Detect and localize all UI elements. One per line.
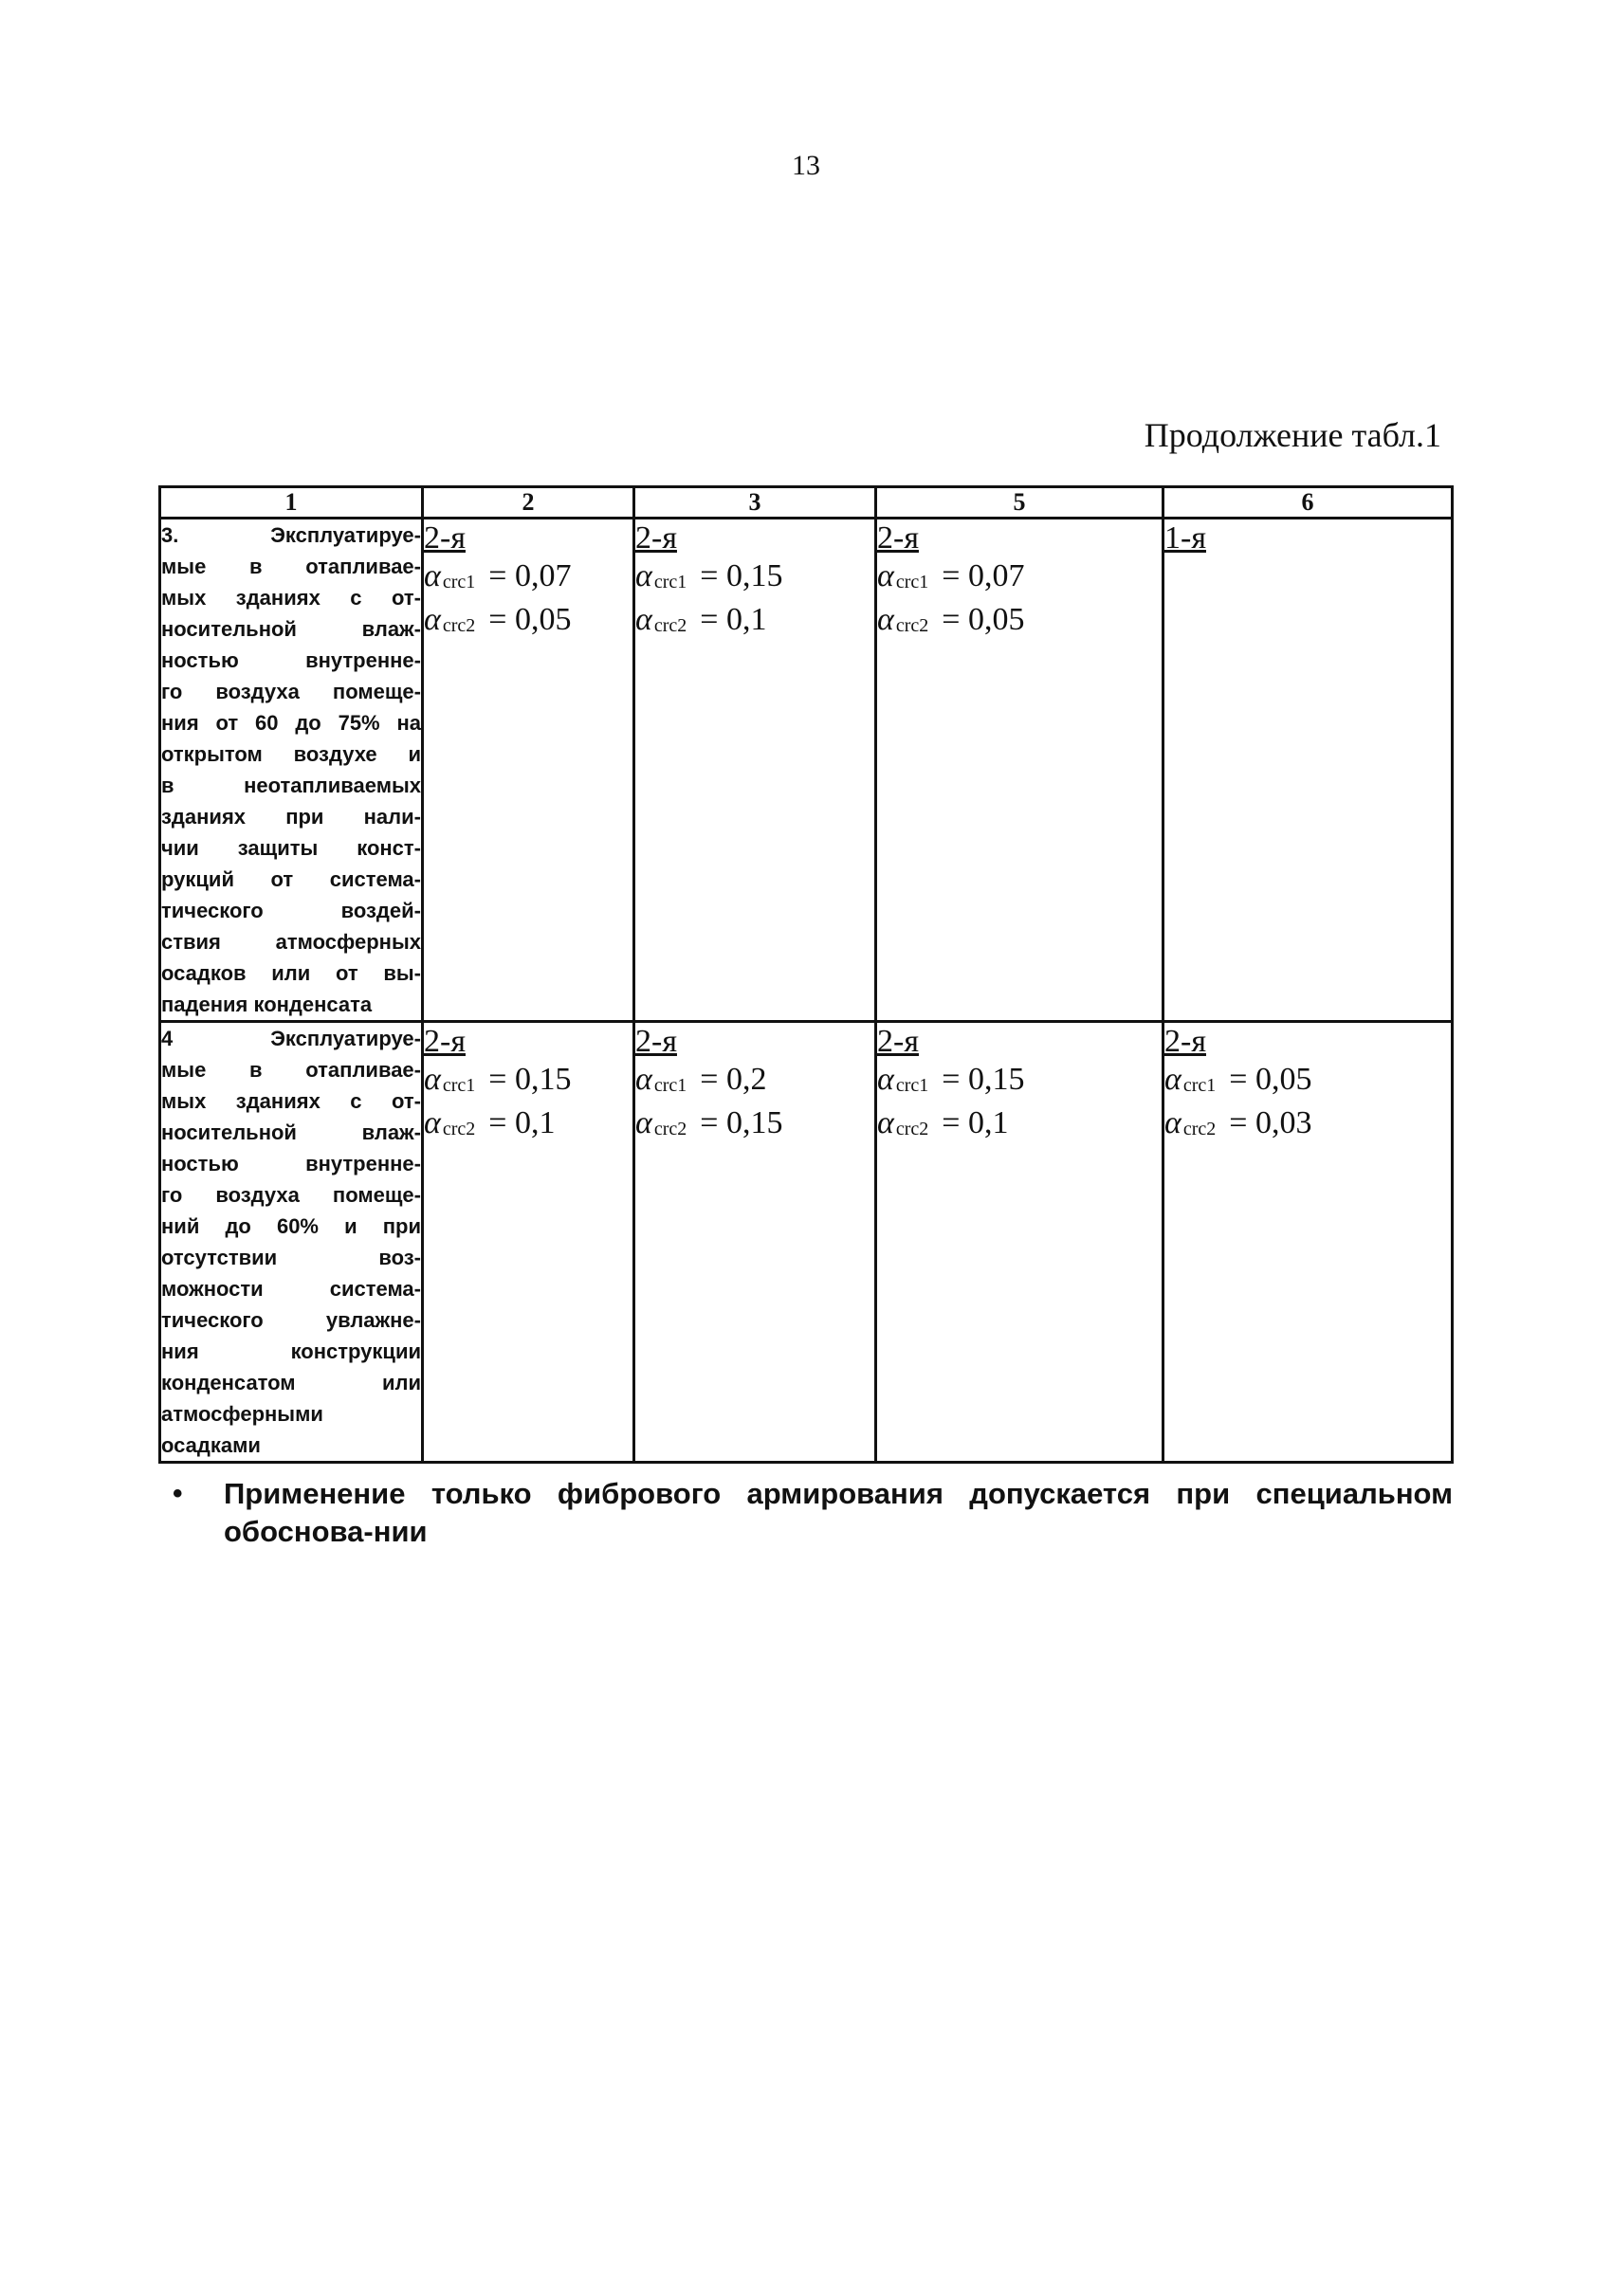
column-header: 5: [876, 487, 1163, 519]
crack-coefficient: [877, 1104, 1162, 1148]
coefficient-value: = 0,07: [942, 558, 1025, 593]
alpha-symbol: α: [635, 602, 652, 637]
coefficient-subscript: crc2: [653, 1119, 687, 1139]
description-line: мые в отапливае-: [161, 555, 421, 578]
crack-coefficient: [877, 1061, 1162, 1104]
description-line: в неотапливаемых: [161, 774, 421, 797]
alpha-symbol: α: [424, 1062, 441, 1097]
crack-coefficient: [424, 1061, 632, 1104]
crack-category: 2-я: [635, 1024, 677, 1059]
description-line: можности система-: [161, 1277, 421, 1301]
alpha-symbol: α: [635, 558, 652, 593]
alpha-symbol: α: [424, 1105, 441, 1140]
alpha-symbol: α: [424, 558, 441, 593]
crack-category: 2-я: [877, 1024, 919, 1059]
crack-coefficient: [424, 601, 632, 645]
coefficient-subscript: crc1: [442, 1075, 476, 1096]
alpha-symbol: α: [635, 1105, 652, 1140]
description-line: мых зданиях с от-: [161, 1089, 421, 1113]
crack-coefficient: [877, 557, 1162, 601]
coefficient-value: = 0,1: [700, 602, 767, 637]
description-line: открытом воздухе и: [161, 742, 421, 766]
alpha-symbol: α: [1164, 1105, 1182, 1140]
description-line: чии защиты конст-: [161, 836, 421, 860]
column-header: 1: [160, 487, 423, 519]
description-line: ний до 60% и при: [161, 1214, 421, 1238]
column-header: 3: [634, 487, 876, 519]
coefficient-subscript: crc1: [653, 572, 687, 592]
description-line: осадков или от вы-: [161, 961, 421, 985]
crack-coefficient: [635, 601, 874, 645]
description-line: носительной влаж-: [161, 617, 421, 641]
description-line: 3. Эксплуатируе-: [161, 523, 421, 547]
crack-category-cell: [876, 519, 1163, 1022]
crack-category: 2-я: [1164, 1024, 1206, 1059]
description-line: ностью внутренне-: [161, 648, 421, 672]
description-line: тического воздей-: [161, 899, 421, 922]
coefficient-value: = 0,1: [488, 1105, 556, 1140]
description-line: рукций от система-: [161, 867, 421, 891]
crack-coefficient: [877, 601, 1162, 645]
crack-category: 2-я: [877, 520, 919, 556]
description-line: атмосферными: [161, 1402, 323, 1426]
description-line: зданиях при нали-: [161, 805, 421, 829]
coefficient-subscript: crc1: [442, 572, 476, 592]
description-line: го воздуха помеще-: [161, 680, 421, 703]
coefficient-subscript: crc1: [653, 1075, 687, 1096]
crack-category-cell: [1163, 519, 1453, 1022]
description-line: мые в отапливае-: [161, 1058, 421, 1082]
crack-coefficient: [1164, 1061, 1451, 1104]
description-line: отсутствии воз-: [161, 1246, 421, 1269]
description-line: ния от 60 до 75% на: [161, 711, 421, 735]
coefficient-value: = 0,15: [700, 558, 783, 593]
description-line: ствия атмосферных: [161, 930, 421, 954]
description-line: падения конденсата: [161, 993, 373, 1016]
crack-category-cell: [423, 1022, 634, 1463]
coefficient-subscript: crc1: [1182, 1075, 1217, 1096]
coefficient-value: = 0,05: [1229, 1062, 1312, 1097]
alpha-symbol: α: [877, 558, 894, 593]
table-row: [160, 519, 1453, 1022]
table-continuation-label: Продолжение табл.1: [1144, 416, 1441, 454]
crack-coefficient: [1164, 1104, 1451, 1148]
coefficient-subscript: crc2: [895, 615, 929, 636]
footnote-text: Применение только фибрового армирования допускается при специальном обоснова-нии: [224, 1477, 1453, 1548]
crack-category-cell: [634, 519, 876, 1022]
crack-category-cell: [1163, 1022, 1453, 1463]
coefficient-subscript: crc2: [895, 1119, 929, 1139]
coefficient-subscript: crc2: [442, 1119, 476, 1139]
coefficient-value: = 0,15: [700, 1105, 783, 1140]
alpha-symbol: α: [1164, 1062, 1182, 1097]
description-line: тического увлажне-: [161, 1308, 421, 1332]
crack-category-cell: [876, 1022, 1163, 1463]
crack-category: 2-я: [424, 1024, 466, 1059]
alpha-symbol: α: [877, 602, 894, 637]
crack-coefficient: [424, 1104, 632, 1148]
alpha-symbol: α: [424, 602, 441, 637]
description-line: конденсатом или: [161, 1371, 421, 1394]
coefficient-subscript: crc2: [653, 615, 687, 636]
crack-category: 2-я: [424, 520, 466, 556]
coefficient-subscript: crc2: [1182, 1119, 1217, 1139]
coefficient-value: = 0,05: [942, 602, 1025, 637]
page-number: 13: [792, 150, 820, 181]
coefficient-subscript: crc1: [895, 1075, 929, 1096]
crack-category-cell: [423, 519, 634, 1022]
description-line: мых зданиях с от-: [161, 586, 421, 610]
description-line: го воздуха помеще-: [161, 1183, 421, 1207]
column-header: 2: [423, 487, 634, 519]
table-header-row: [160, 487, 1453, 519]
crack-category: 2-я: [635, 520, 677, 556]
row-description: [160, 519, 423, 1022]
description-line: ностью внутренне-: [161, 1152, 421, 1175]
coefficient-value: = 0,2: [700, 1062, 767, 1097]
table-row: [160, 1022, 1453, 1463]
crack-category-cell: [634, 1022, 876, 1463]
description-line: носительной влаж-: [161, 1121, 421, 1144]
crack-coefficient: [635, 1104, 874, 1148]
bullet-icon: •: [173, 1478, 183, 1509]
coefficient-value: = 0,15: [488, 1062, 572, 1097]
coefficient-subscript: crc1: [895, 572, 929, 592]
coefficient-value: = 0,07: [488, 558, 572, 593]
coefficient-value: = 0,15: [942, 1062, 1025, 1097]
column-header: 6: [1163, 487, 1453, 519]
alpha-symbol: α: [877, 1062, 894, 1097]
description-line: 4 Эксплуатируе-: [161, 1027, 421, 1050]
crack-coefficient: [635, 557, 874, 601]
footnote: [173, 1475, 1453, 1551]
crack-coefficient: [424, 557, 632, 601]
description-line: осадками: [161, 1433, 261, 1457]
coefficient-value: = 0,03: [1229, 1105, 1312, 1140]
crack-category: 1-я: [1164, 520, 1206, 556]
coefficient-subscript: crc2: [442, 615, 476, 636]
alpha-symbol: α: [635, 1062, 652, 1097]
alpha-symbol: α: [877, 1105, 894, 1140]
requirements-table: [158, 485, 1454, 1464]
description-line: ния конструкции: [161, 1339, 421, 1363]
coefficient-value: = 0,1: [942, 1105, 1009, 1140]
coefficient-value: = 0,05: [488, 602, 572, 637]
crack-coefficient: [635, 1061, 874, 1104]
row-description: [160, 1022, 423, 1463]
